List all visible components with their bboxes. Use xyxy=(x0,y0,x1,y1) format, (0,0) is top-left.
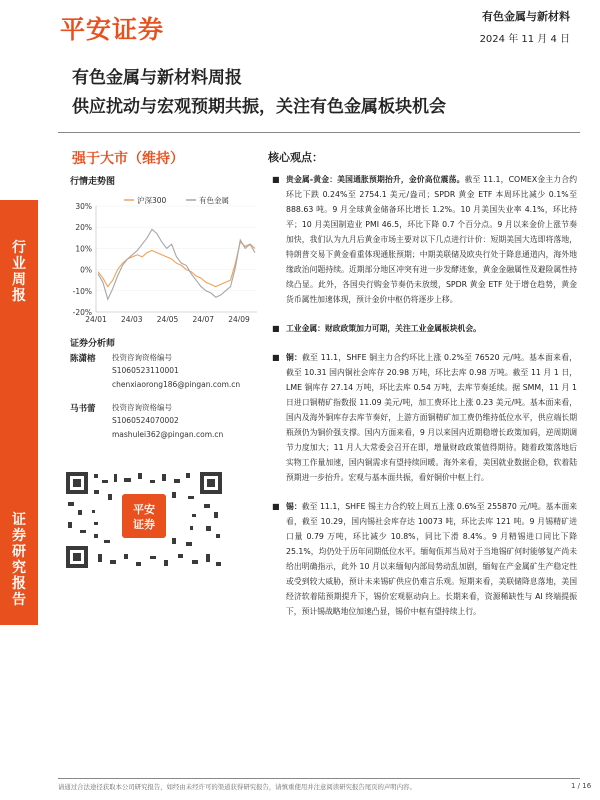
paragraph-text: 截至 11.1，SHFE 锡主力合约较上周五上涨 0.6%至 255870 元/吨。基本面来看，截至 10.29，国内锡社会库存达 10073 吨，环比去库 121 吨。9 月锡精矿进口量 0.79 万吨，环比减少 10.8%，同比下滑 8.4%。9 月精锡进口同比下降 25.1%，均仍处于历年同期低位水平。缅甸佤邦当局对于当地锡矿何时能够复产尚未给出明确指示，此外 10 月以来缅甸内部局势动乱加剧，缅甸在产金属矿生产稳定性或受到较大威胁，预计未来锡矿供应仍难言乐观。短期来看，美联储降息落地，美国经济软着陆预期提升下，锡价宏观驱动向上。长期来看，资源稀缺性与 AI 终端提振下，预计锡战略地位加速凸显，锡价中枢有望持续上行。 xyxy=(286,502,578,616)
paragraph-copper xyxy=(272,350,577,485)
analyst-cert-number: S1060524070002 xyxy=(112,416,179,425)
analyst-email[interactable]: mashulei362@pingan.com.cn xyxy=(112,430,224,439)
chart-y-tick-label: -10% xyxy=(72,286,92,296)
qr-logo-text: 证券 xyxy=(133,518,155,531)
report-title: 有色金属与新材料周报 xyxy=(72,68,242,88)
qr-code[interactable] xyxy=(64,470,224,570)
analyst-cert-number: S1060523110001 xyxy=(112,366,179,375)
analyst-cert-label: 投资咨询资格编号 xyxy=(112,403,172,412)
bullet-icon: ■ xyxy=(272,175,280,184)
footer-disclaimer: 请通过合法途径获取本公司研究报告，如经由未经许可的渠道获得研究报告，请慎重使用并注意阅读研究报告尾页的声明内容。 xyxy=(58,783,416,791)
paragraph-text: 截至 11.1，COMEX金主力合约环比下跌 0.24%至 2754.1 美元/盎司；SPDR 黄金 ETF 本周环比减少 0.1%至 888.63 吨。9 月全球黄金储备环比增长 1.2%。10 月美国失业率 4.1%，环比持平；10 月美国制造业 PMI 46.5，环比下降 0.7 个百分点。9 月以来金价上涨节奏加快，我们认为九月后黄金市场主要对以下几点进行计价：短期美国大选即将落地，特朗普交易下黄金看重体现通胀预期；中期美联储及欧央行处于降息通道内，海外地缘政治问题持续。近期部分地区冲突有进一步发酵迹象，黄金金融属性及避险属性持续凸显。此外，各国央行购金节奏仍未放缓，SPDR 黄金 ETF 处于增仓趋势，黄金货币属性加速体现，预计金价中枢仍将逐步上移。 xyxy=(286,175,577,304)
report-date: 2024 年 11 月 4 日 xyxy=(479,34,570,45)
analyst-name: 马书蕾 xyxy=(70,404,96,414)
chart-y-tick-label: 20% xyxy=(75,223,92,233)
report-subtitle: 供应扰动与宏观预期共振，关注有色金属板块机会 xyxy=(72,97,446,117)
sidebar-label-research: 证券研究报告 xyxy=(12,512,26,608)
trend-chart-title: 行情走势图 xyxy=(70,177,116,187)
chart-y-tick-label: -20% xyxy=(72,308,92,317)
paragraph-heading: 贵金属-黄金：美国通胀预期抬升，金价高位震荡。 xyxy=(286,175,465,184)
analyst-email[interactable]: chenxiaorong186@pingan.com.cn xyxy=(112,380,241,389)
key-points-body xyxy=(272,172,577,633)
chart-x-tick-label: 24/09 xyxy=(228,315,250,322)
chart-x-tick-label: 24/01 xyxy=(85,315,107,322)
chart-series-line xyxy=(98,242,255,287)
report-header-info xyxy=(480,8,570,45)
analyst-name: 陈潇榕 xyxy=(70,354,96,364)
bullet-icon: ■ xyxy=(272,353,280,362)
paragraph-heading: 铜： xyxy=(286,353,303,362)
key-points-title: 核心观点： xyxy=(268,151,323,164)
qr-logo-text: 平安 xyxy=(133,503,155,516)
paragraph-heading: 锡： xyxy=(286,502,302,511)
trend-chart xyxy=(62,192,262,322)
chart-y-tick-label: 0% xyxy=(80,265,92,275)
chart-x-tick-label: 24/03 xyxy=(120,315,143,322)
brand-logo: 平安证券 xyxy=(60,15,165,44)
footer-divider xyxy=(58,778,580,779)
chart-legend-label: 沪深300 xyxy=(137,196,167,205)
bullet-icon: ■ xyxy=(272,502,280,511)
rating-label: 强于大市（维持） xyxy=(72,151,184,167)
paragraph-text: 截至 11.1，SHFE 铜主力合约环比上涨 0.2%至 76520 元/吨。基本面来看，截至 10.31 国内铜社会库存 20.98 万吨，环比去库 0.98 万吨。截至 11 月 1 日，LME 铜库存 27.14 万吨，环比去库 0.54 万吨，去库节奏延续。据 SMM，11 月 1 日进口铜精矿指数报 11.09 美元/吨，加工费环比上涨 0.23 美元/吨。基本面来看，国内及海外铜库存去库节奏好，上游方面铜精矿加工费仍维持低位水平，供应端长期瓶颈仍为铜价强支撑。国内方面来看，9 月以来国内近期稳增长政策加码，逆周期调节力度加大；11 月人大常委会召开在即，增量财政政策值得期待。随着政策落地后实物工作量加速，国内铜需求有望持续回暖。海外来看，美国就业数据企稳，软着陆预期进一步抬升。宏观与基本面共振，看好铜价中枢上行。 xyxy=(286,353,578,482)
analysts-title: 证券分析师 xyxy=(70,339,116,349)
chart-legend-label: 有色金属 xyxy=(199,196,229,205)
qr-logo-badge xyxy=(122,494,166,538)
chart-y-tick-label: 10% xyxy=(75,244,92,254)
chart-x-tick-label: 24/05 xyxy=(156,315,179,322)
paragraph-industrial-metals xyxy=(272,321,577,336)
chart-x-tick-label: 24/07 xyxy=(192,315,215,322)
paragraph-heading: 工业金属：财政政策加力可期，关注工业金属板块机会。 xyxy=(286,324,481,333)
paragraph-tin xyxy=(272,499,577,619)
page-number: 1 / 16 xyxy=(571,782,592,790)
sidebar-label-report-type: 行业周报 xyxy=(12,240,26,304)
chart-y-tick-label: 30% xyxy=(75,202,92,211)
paragraph-gold xyxy=(272,172,577,307)
bullet-icon: ■ xyxy=(272,324,280,333)
title-divider xyxy=(58,132,580,133)
report-category: 有色金属与新材料 xyxy=(482,10,570,23)
analyst-cert-label: 投资咨询资格编号 xyxy=(112,353,172,362)
